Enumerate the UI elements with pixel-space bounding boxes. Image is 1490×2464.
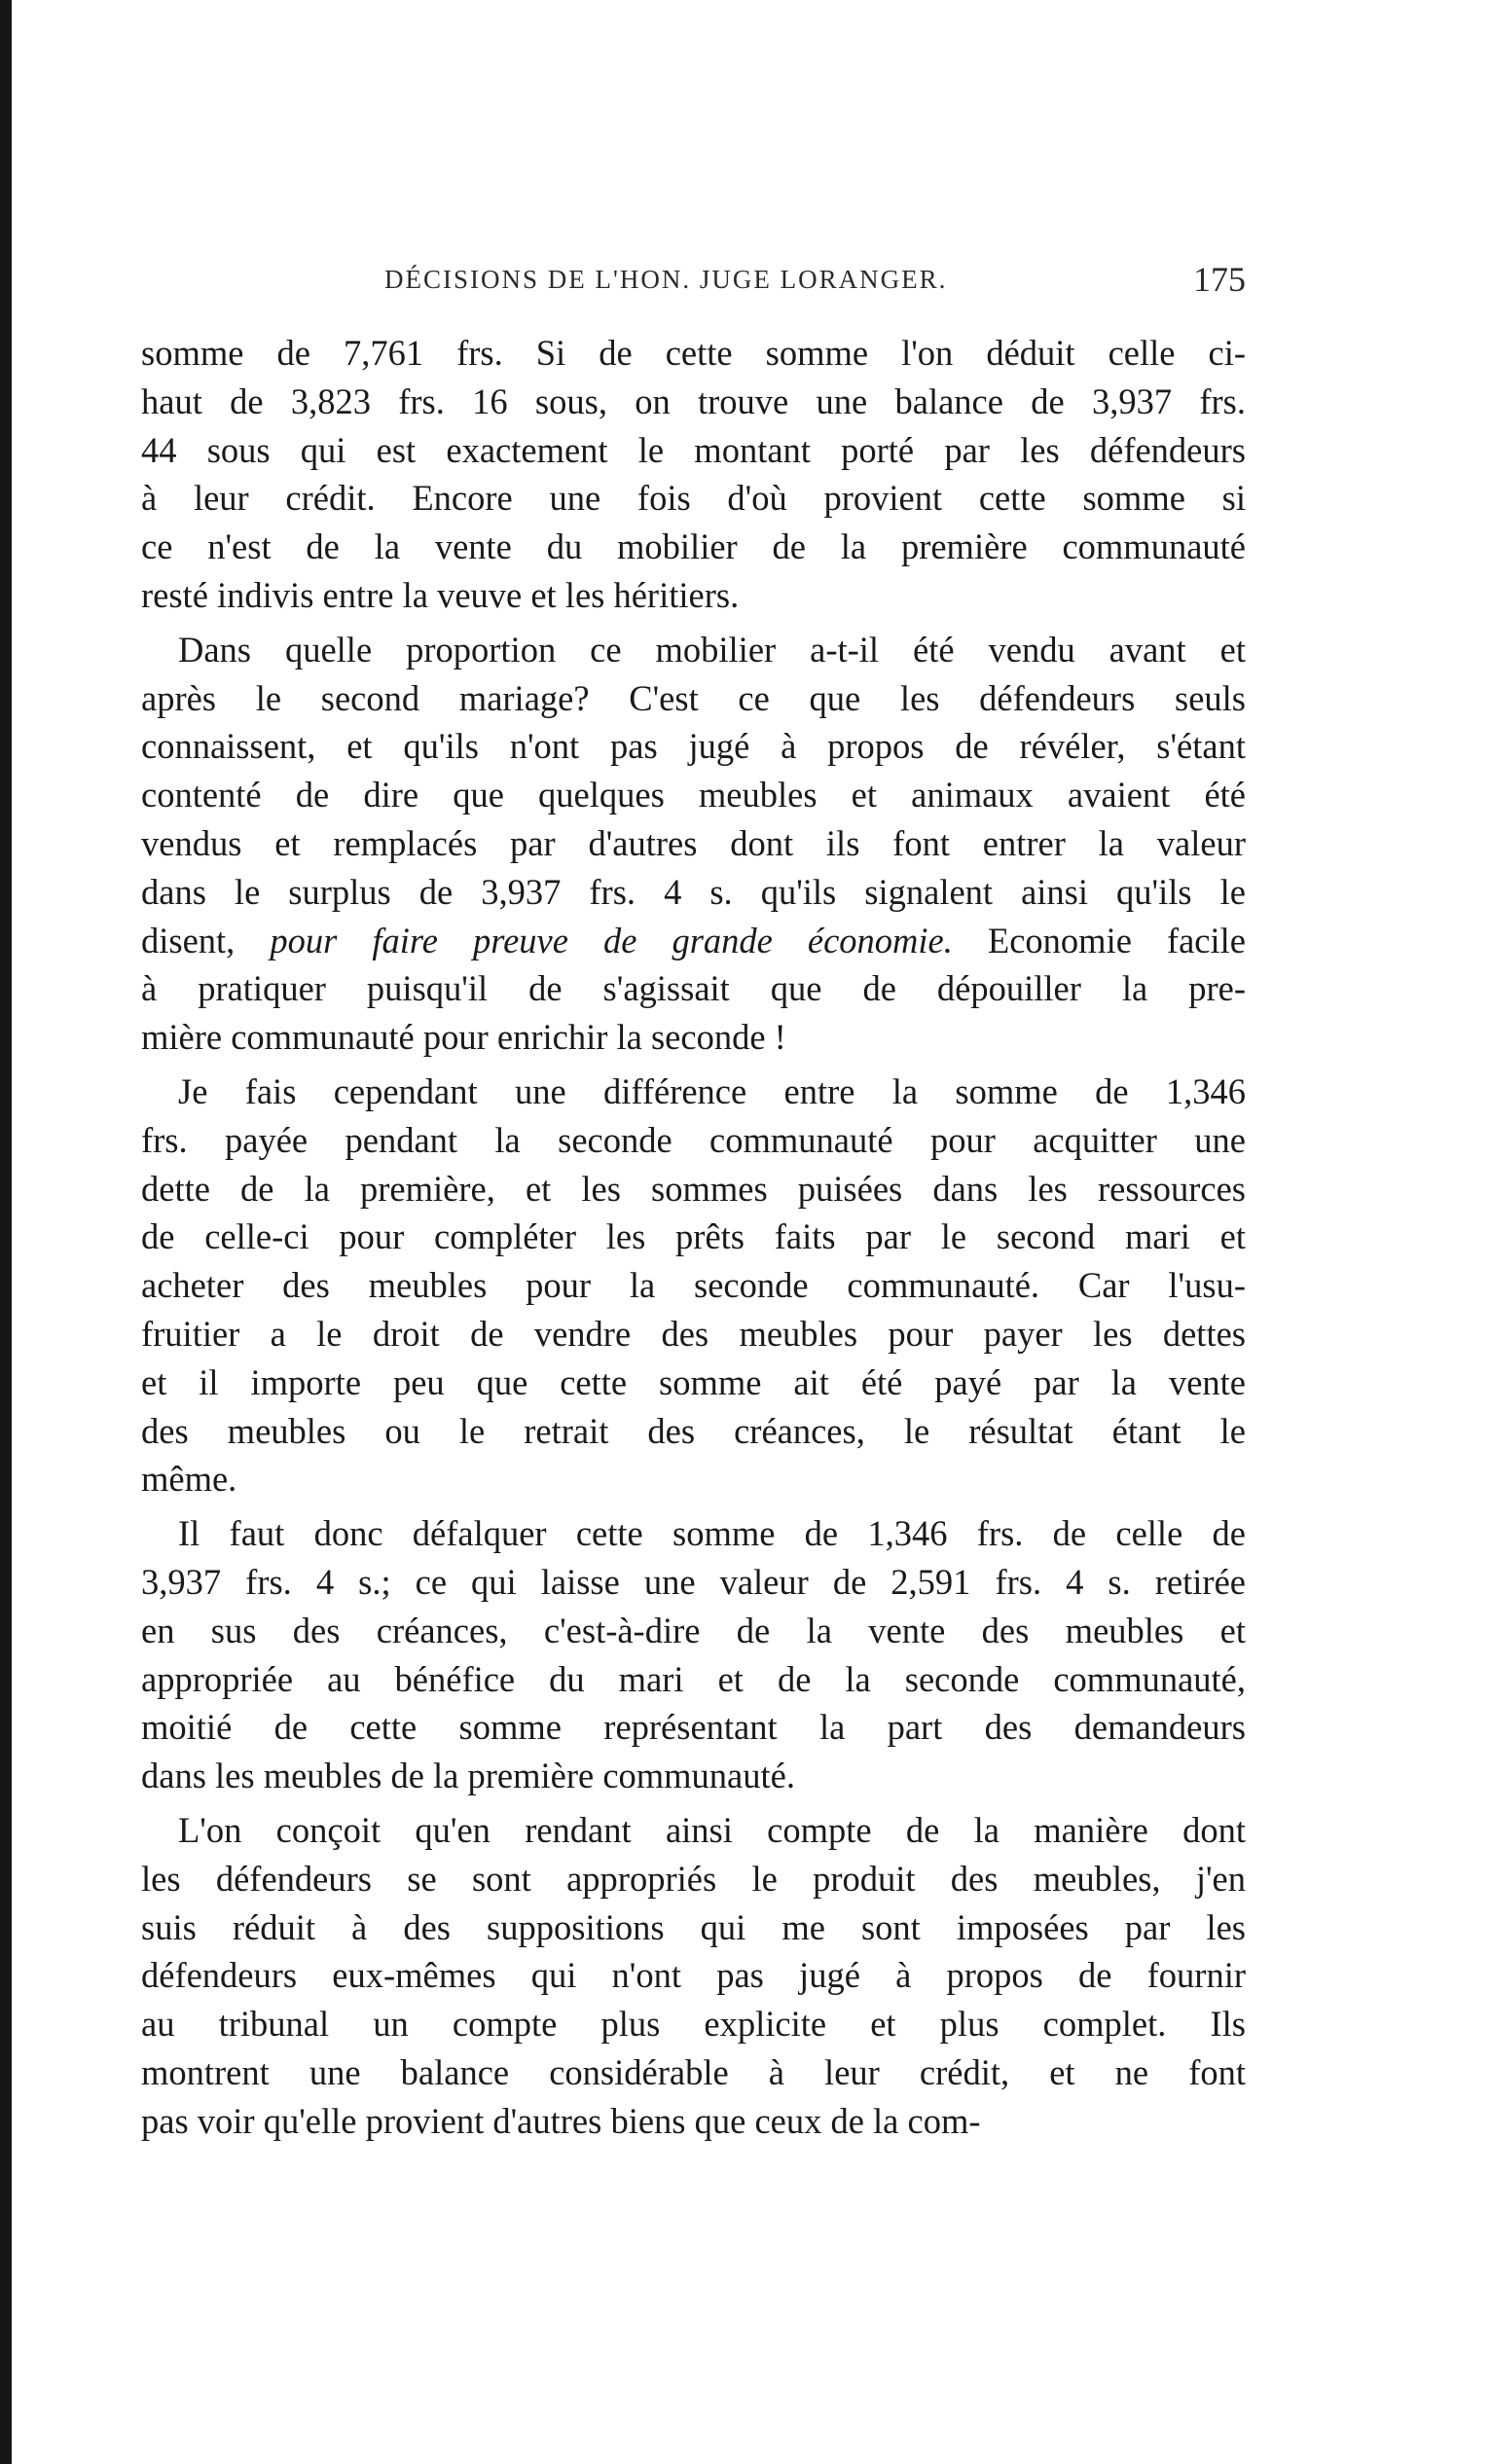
page-header bbox=[141, 253, 1246, 311]
running-head: DÉCISIONS DE L'HON. JUGE LORANGER. bbox=[384, 265, 948, 294]
text-line: à leur crédit. Encore une fois d'où provient cette somme si bbox=[141, 478, 1246, 519]
page-binding-edge bbox=[0, 0, 12, 2464]
text-line: dans le surplus de 3,937 frs. 4 s. qu'ils signalent ainsi qu'ils le bbox=[141, 871, 1246, 912]
book-page bbox=[141, 253, 1246, 2151]
text-line: 44 sous qui est exactement le montant porté par les défendeurs bbox=[141, 429, 1246, 470]
text-line: Je fais cependant une différence entre la somme de 1,346 bbox=[178, 1070, 1246, 1111]
paragraph bbox=[141, 1509, 1246, 1800]
text-line: contenté de dire que quelques meubles et animaux avaient été bbox=[141, 775, 1246, 815]
text-line: Il faut donc défalquer cette somme de 1,346 frs. de celle de bbox=[178, 1513, 1246, 1554]
text-line: haut de 3,823 frs. 16 sous, on trouve une balance de 3,937 frs. bbox=[141, 380, 1246, 421]
text-line: défendeurs eux-mêmes qui n'ont pas jugé à propos de fournir bbox=[141, 1955, 1246, 1996]
paragraph bbox=[141, 1068, 1246, 1504]
text-line: suis réduit à des suppositions qui me sont imposées par les bbox=[141, 1906, 1246, 1947]
page-number: 175 bbox=[1193, 260, 1246, 299]
text-line: et il importe peu que cette somme ait été payé par la vente bbox=[141, 1361, 1246, 1402]
text-line: ce n'est de la vente du mobilier de la première communauté bbox=[141, 526, 1246, 567]
text-line: les défendeurs se sont appropriés le produit des meubles, j'en bbox=[141, 1858, 1246, 1899]
text-line: dette de la première, et les sommes puisées dans les ressources bbox=[141, 1168, 1246, 1209]
text-line: resté indivis entre la veuve et les héritiers. bbox=[141, 574, 740, 615]
text-line: 3,937 frs. 4 s.; ce qui laisse une valeur de 2,591 frs. 4 s. retirée bbox=[141, 1561, 1246, 1602]
text-line: au tribunal un compte plus explicite et plus complet. Ils bbox=[141, 2004, 1246, 2045]
text-line: somme de 7,761 frs. Si de cette somme l'on déduit celle ci- bbox=[141, 333, 1246, 373]
paragraph bbox=[141, 329, 1246, 620]
text-line: Dans quelle proportion ce mobilier a-t-il été vendu avant et bbox=[178, 629, 1246, 670]
text-line: montrent une balance considérable à leur crédit, et ne font bbox=[141, 2051, 1246, 2092]
text-line: vendus et remplacés par d'autres dont ils font entrer la valeur bbox=[141, 822, 1246, 863]
text-line: en sus des créances, c'est-à-dire de la vente des meubles et bbox=[141, 1610, 1246, 1650]
text-line: appropriée au bénéfice du mari et de la seconde communauté, bbox=[141, 1658, 1246, 1699]
text-line: même. bbox=[141, 1459, 237, 1500]
text-line: moitié de cette somme représentant la part des demandeurs bbox=[141, 1707, 1246, 1748]
text-line: frs. payée pendant la seconde communauté pour acquitter une bbox=[141, 1119, 1246, 1160]
text-line: des meubles ou le retrait des créances, le résultat étant le bbox=[141, 1410, 1246, 1451]
text-line: acheter des meubles pour la seconde communauté. Car l'usu- bbox=[141, 1265, 1246, 1306]
text-line: de celle-ci pour compléter les prêts faits par le second mari et bbox=[141, 1216, 1246, 1257]
paragraph bbox=[141, 1806, 1246, 2146]
text-line: à pratiquer puisqu'il de s'agissait que de dépouiller la pre- bbox=[141, 968, 1246, 1009]
text-line: mière communauté pour enrichir la seconde ! bbox=[141, 1017, 786, 1058]
page-body bbox=[141, 329, 1246, 2145]
text-line: connaissent, et qu'ils n'ont pas jugé à propos de révéler, s'étant bbox=[141, 726, 1246, 767]
text-line: après le second mariage? C'est ce que les défendeurs seuls bbox=[141, 677, 1246, 718]
text-line: pas voir qu'elle provient d'autres biens que ceux de la com- bbox=[141, 2100, 981, 2141]
paragraph bbox=[141, 626, 1246, 1062]
text-line: fruitier a le droit de vendre des meubles pour payer les dettes bbox=[141, 1313, 1246, 1354]
text-line: dans les meubles de la première communauté. bbox=[141, 1756, 795, 1796]
text-line: disent, pour faire preuve de grande économie. Economie facile bbox=[141, 920, 1246, 960]
text-line: L'on conçoit qu'en rendant ainsi compte de la manière dont bbox=[178, 1809, 1246, 1850]
